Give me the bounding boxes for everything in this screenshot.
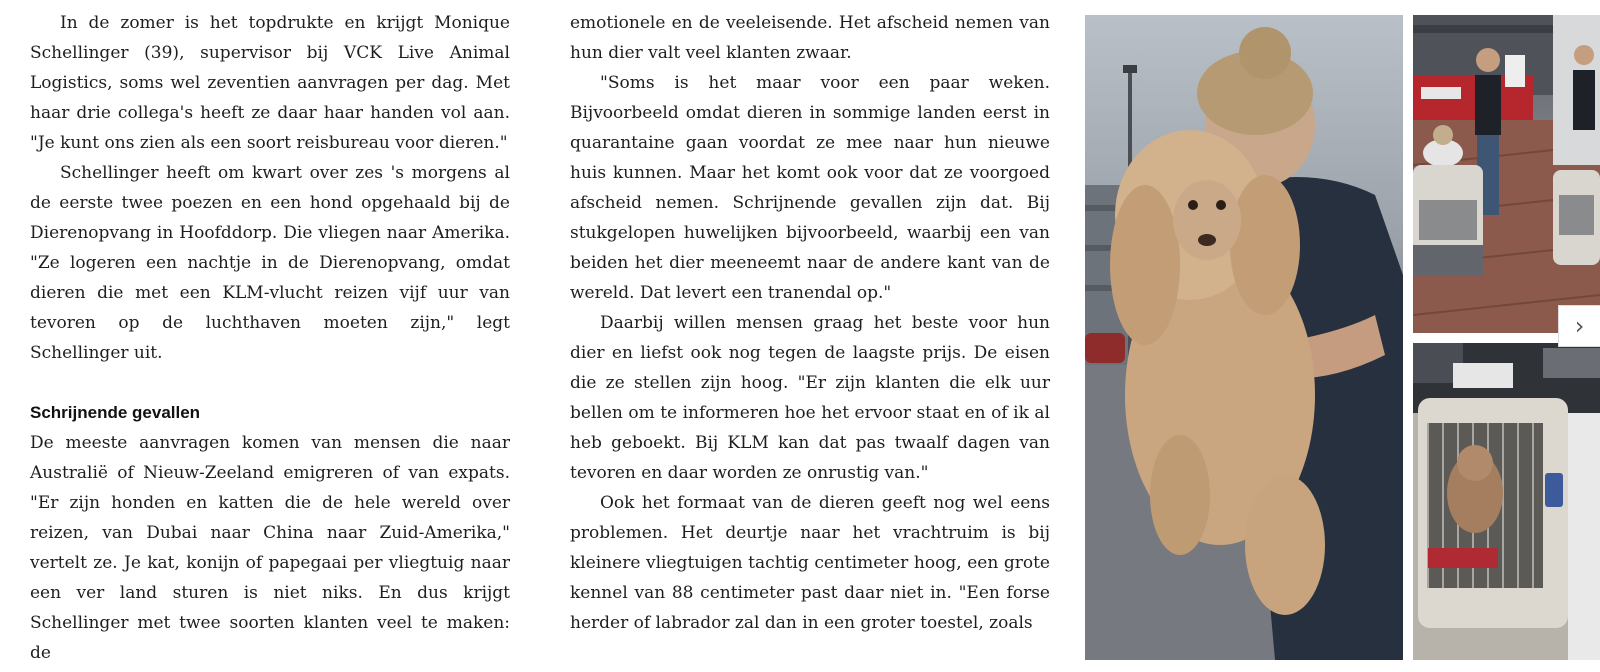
paragraph: Schellinger heeft om kwart over zes 's morgens al de eerste twee poezen en een hond opgehaald bij de Dierenopvang in Hoofddorp. Die vliegen naar Amerika. "Ze logeren een nachtje in de Dierenopvang, omdat dieren die met een KLM-vlucht reizen vijf uur van tevoren op de luchthaven moeten zijn," legt Schellinger uit.	[30, 163, 510, 363]
photo-poodle-in-crate[interactable]	[1413, 343, 1600, 660]
photo-bottom-illustration	[1413, 343, 1600, 660]
photo-top-illustration	[1413, 15, 1600, 333]
paragraph: Daarbij willen mensen graag het beste voor hun dier en liefst ook nog tegen de laagste prijs. De eisen die ze stellen zijn hoog. "Er zijn klanten die elk uur bellen om te informeren hoe het ervoor staat en of ik al heb geboekt. Bij KLM kan dat pas twaalf dagen van tevoren en daar worden ze onrustig van."	[570, 313, 1050, 483]
paragraph: In de zomer is het topdrukte en krijgt Monique Schellinger (39), supervisor bij VCK Live Animal Logistics, soms wel zeventien aanvragen per dag. Met haar drie collega's heeft ze daar haar handen vol aan. "Je kunt ons zien als een soort reisbureau voor dieren."	[30, 13, 510, 153]
gallery-next-button[interactable]	[1558, 305, 1600, 347]
paragraph: "Soms is het maar voor een paar weken. Bijvoorbeeld omdat dieren in sommige landen eerst in quarantaine gaan voordat ze mee naar hun nieuwe huis kunnen. Maar het komt ook voor dat ze voorgoed afscheid nemen. Schrijnende gevallen zijn dat. Bij stukgelopen huwelijken bijvoorbeeld, waarbij een van beiden het dier meeneemt naar de andere kant van de wereld. Dat levert een tranendal op."	[570, 73, 1050, 303]
paragraph: emotionele en de veeleisende. Het afscheid nemen van hun dier valt veel klanten zwaar.	[570, 13, 1050, 63]
article-column-1	[30, 8, 510, 668]
photo-main-illustration	[1085, 15, 1403, 660]
section-heading: Schrijnende gevallen	[30, 403, 201, 422]
article-column-2	[570, 8, 1050, 638]
paragraph: Ook het formaat van de dieren geeft nog wel eens problemen. Het deurtje naar het vrachtruim is bij kleinere vliegtuigen tachtig centimeter hoog, een grote kennel van 88 centimeter past daar niet in. "Een forse herder of labrador zal dan in een groter toestel, zoals	[570, 493, 1050, 633]
photo-people-with-pet-crates[interactable]	[1413, 15, 1600, 333]
main-photo-woman-holding-poodle[interactable]	[1085, 15, 1403, 660]
paragraph: De meeste aanvragen komen van mensen die naar Australië of Nieuw-Zeeland emigreren of van expats. "Er zijn honden en katten die de hele wereld over reizen, van Dubai naar China naar Zuid-Amerika," vertelt ze. Je kat, konijn of papegaai per vliegtuig naar een ver land sturen is niet niks. En dus krijgt Schellinger met twee soorten klanten veel te maken: de	[30, 433, 510, 663]
paragraph-gap	[30, 368, 510, 398]
chevron-right-icon: ›	[1574, 312, 1585, 340]
